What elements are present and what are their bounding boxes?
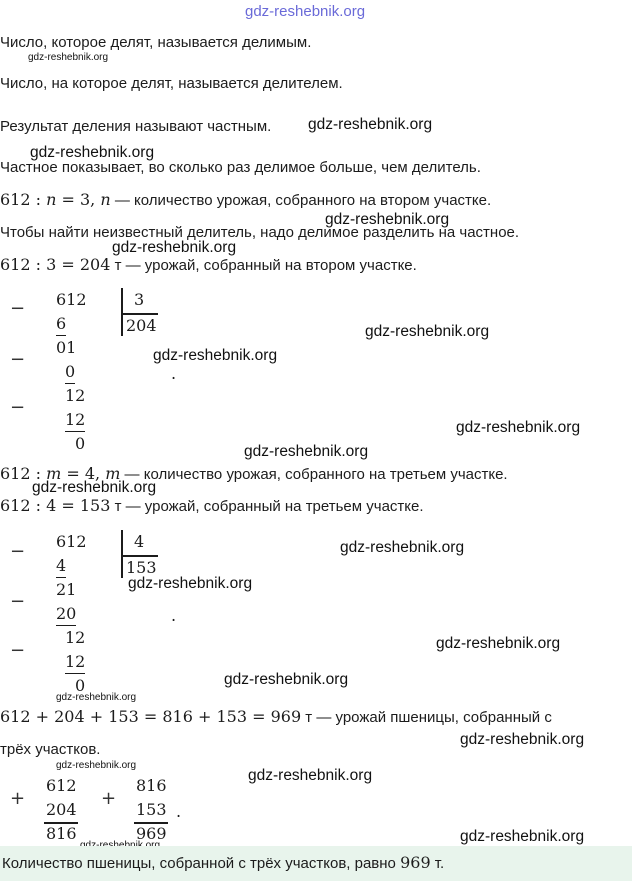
rule-quotient: Результат деления называют частным. (0, 118, 272, 135)
result-second-field (0, 255, 417, 276)
addition1-sum: 816 (46, 824, 77, 843)
minus-sign: − (10, 298, 26, 319)
watermark: gdz-reshebnik.org (112, 239, 237, 256)
rule-dividend: Число, которое делят, называется делимым. (0, 34, 312, 51)
division1-step: 6 (56, 314, 66, 336)
variable-m: m (105, 464, 121, 483)
watermark: gdz-reshebnik.org (436, 635, 561, 652)
plus-sign: + (101, 788, 117, 809)
plus-sign: + (10, 788, 26, 809)
division2-divisor: 4 (134, 532, 145, 551)
division2-step: 21 (56, 580, 77, 599)
minus-sign: − (10, 591, 26, 612)
addition1-term: 612 (46, 776, 77, 795)
result-third-math: 612 : 4 = 153 (0, 496, 111, 515)
sum-equation-text: т — урожай пшеницы, собранный с (301, 709, 552, 726)
sum-equation-continuation: трёх участков. (0, 741, 101, 758)
division1-step: 01 (56, 338, 77, 357)
watermark: gdz-reshebnik.org (28, 52, 109, 63)
division2-divisor-line (122, 555, 158, 557)
sum-equation-math: 612 + 204 + 153 = 816 + 153 = 969 (0, 707, 302, 726)
division1-step: 12 (65, 410, 85, 432)
division1-dividend: 612 (56, 290, 87, 309)
equation-m-rest: = 4, (61, 464, 106, 483)
addition2-term: 816 (136, 776, 167, 795)
addition2-term: 153 (136, 800, 167, 819)
minus-sign: − (10, 397, 26, 418)
watermark: gdz-reshebnik.org (456, 419, 581, 436)
variable-m: m (46, 464, 62, 483)
answer-unit: т. (430, 855, 445, 872)
watermark: gdz-reshebnik.org (248, 767, 373, 784)
division1-remainder: 0 (75, 434, 86, 453)
division2-step: 4 (56, 556, 66, 578)
result-second-text: т — урожай, собранный на втором участке. (110, 257, 417, 274)
watermark: gdz-reshebnik.org (325, 211, 450, 228)
sum-equation (0, 707, 552, 728)
rule-find-divisor: Чтобы найти неизвестный делитель, надо делимое разделить на частное. (0, 224, 520, 241)
equation-n-rest: = 3, (56, 190, 101, 209)
division1-divisor-line (122, 313, 158, 315)
answer-value: 969 (400, 853, 431, 872)
watermark: gdz-reshebnik.org (460, 828, 585, 845)
equation-m-text: — количество урожая, собранного на третьем участке. (120, 466, 508, 483)
addition1-term: 204 (46, 800, 77, 819)
watermark: gdz-reshebnik.org (308, 116, 433, 133)
division2-step: 12 (65, 628, 86, 647)
division1-divisor: 3 (134, 290, 145, 309)
division2-step: 20 (56, 604, 76, 626)
division2-dot: . (171, 606, 177, 625)
watermark: gdz-reshebnik.org (128, 575, 253, 592)
result-third-text: т — урожай, собранный на третьем участке. (110, 498, 424, 515)
addition2-sum: 969 (136, 824, 167, 843)
variable-n: n (100, 190, 111, 209)
rule-divisor: Число, на которое делят, называется делителем. (0, 75, 343, 92)
watermark: gdz-reshebnik.org (56, 760, 137, 771)
result-second-math: 612 : 3 = 204 (0, 255, 111, 274)
division2-quotient: 153 (126, 558, 157, 577)
watermark: gdz-reshebnik.org (340, 539, 465, 556)
division1-step: 0 (65, 362, 75, 384)
division1-bracket (121, 288, 123, 336)
watermark-top: gdz-reshebnik.org (245, 3, 366, 20)
division1-step: 12 (65, 386, 86, 405)
division1-quotient: 204 (126, 316, 157, 335)
answer (2, 853, 444, 872)
result-third-field (0, 496, 424, 517)
watermark: gdz-reshebnik.org (30, 144, 155, 161)
minus-sign: − (10, 640, 26, 661)
watermark: gdz-reshebnik.org (32, 479, 157, 496)
division2-step: 12 (65, 652, 85, 674)
minus-sign: − (10, 349, 26, 370)
division1-dot: . (171, 364, 177, 383)
equation-n-math: 612 : (0, 190, 47, 209)
equation-n (0, 190, 491, 211)
watermark: gdz-reshebnik.org (244, 443, 369, 460)
equation-m-math: 612 : (0, 464, 47, 483)
variable-n: n (46, 190, 57, 209)
division2-dividend: 612 (56, 532, 87, 551)
watermark: gdz-reshebnik.org (365, 323, 490, 340)
rule-quotient-meaning: Частное показывает, во сколько раз делимое больше, чем делитель. (0, 159, 481, 176)
watermark: gdz-reshebnik.org (56, 692, 137, 703)
watermark: gdz-reshebnik.org (153, 347, 278, 364)
division2-remainder: 0 (75, 676, 86, 695)
watermark: gdz-reshebnik.org (460, 731, 585, 748)
equation-n-text: — количество урожая, собранного на втором участке. (110, 192, 492, 209)
division2-bracket (121, 530, 123, 578)
minus-sign: − (10, 541, 26, 562)
answer-text: Количество пшеницы, собранной с трёх участков, равно (2, 855, 401, 872)
addition-dot: . (176, 802, 182, 821)
watermark: gdz-reshebnik.org (224, 671, 349, 688)
